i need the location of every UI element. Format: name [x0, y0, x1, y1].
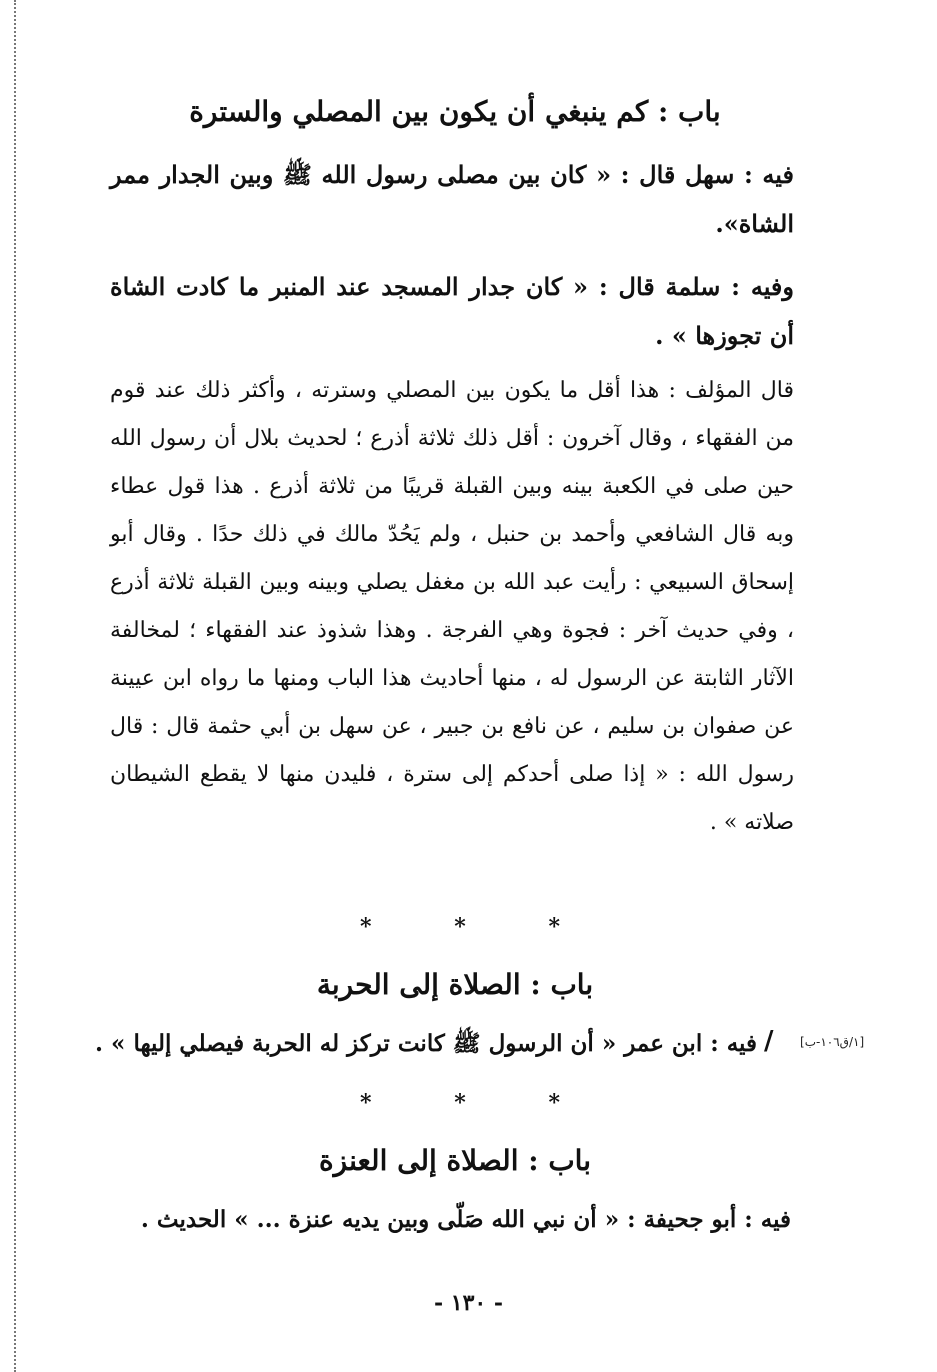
divider-star: *: [454, 1090, 466, 1116]
author-commentary: قال المؤلف : هذا أقل ما يكون بين المصلي وسترته ، وأكثر ذلك عند قوم من الفقهاء ، وقال آخرون : أقل ذلك ثلاثة أذرع ؛ لحديث بلال أن رسول الله حين صلى في الكعبة بينه وبين القبلة قريبًا من ثلاثة أذرع . هذا قول عطاء وبه قال الشافعي وأحمد بن حنبل ، ولم يَحُدّ مالك في ذلك حدًا . وقال أبو إسحاق السبيعي : رأيت عبد الله بن مغفل يصلي وبينه وبين القبلة ثلاثة أذرع ، وفي حديث آخر : فجوة وهي الفرجة . وهذا شذوذ عند الفقهاء ؛ لمخالفة الآثار الثابتة عن الرسول له ، منها أحاديث هذا الباب ومنها ما رواه ابن عيينة عن صفوان بن سليم ، عن نافع بن جبير ، عن سهل بن أبي حثمة قال : قال رسول الله : « إذا صلى أحدكم إلى سترة ، فليدن منها لا يقطع الشيطان صلاته » .: [110, 378, 794, 835]
hadith-salama: وفيه : سلمة قال : « كان جدار المسجد عند المنبر ما كادت الشاة أن تجوزها » .: [110, 272, 794, 350]
divider-star: *: [360, 914, 372, 940]
divider-star: *: [548, 914, 560, 940]
hadith-abu-juhayfa: فيه : أبو جحيفة : « أن نبي الله صَلّى وبين يديه عنزة ... » الحديث .: [140, 1206, 791, 1233]
margin-dotted-line: [14, 0, 16, 1372]
divider-star: *: [548, 1090, 560, 1116]
page-number: - ١٣٠ -: [433, 1290, 504, 1316]
chapter-heading-distance: باب : كم ينبغي أن يكون بين المصلي والسترة: [189, 95, 721, 128]
divider-star: *: [360, 1090, 372, 1116]
hadith-sahl: فيه : سهل قال : « كان بين مصلى رسول الله ﷺ وبين الجدار ممر الشاة».: [110, 160, 794, 238]
chapter-heading-spear: باب : الصلاة إلى الحربة: [316, 968, 594, 1001]
chapter-heading-anaza: باب : الصلاة إلى العنزة: [318, 1144, 591, 1177]
folio-marker: /: [764, 1026, 774, 1056]
section-divider-1: [360, 914, 560, 940]
manuscript-margin-reference: [١/ق١٠٦-ب]: [800, 1035, 865, 1049]
divider-star: *: [454, 914, 466, 940]
hadith-ibn-umar: فيه : ابن عمر « أن الرسول ﷺ كانت تركز له الحربة فيصلي إليها » .: [95, 1030, 757, 1057]
section-divider-2: [360, 1090, 560, 1116]
